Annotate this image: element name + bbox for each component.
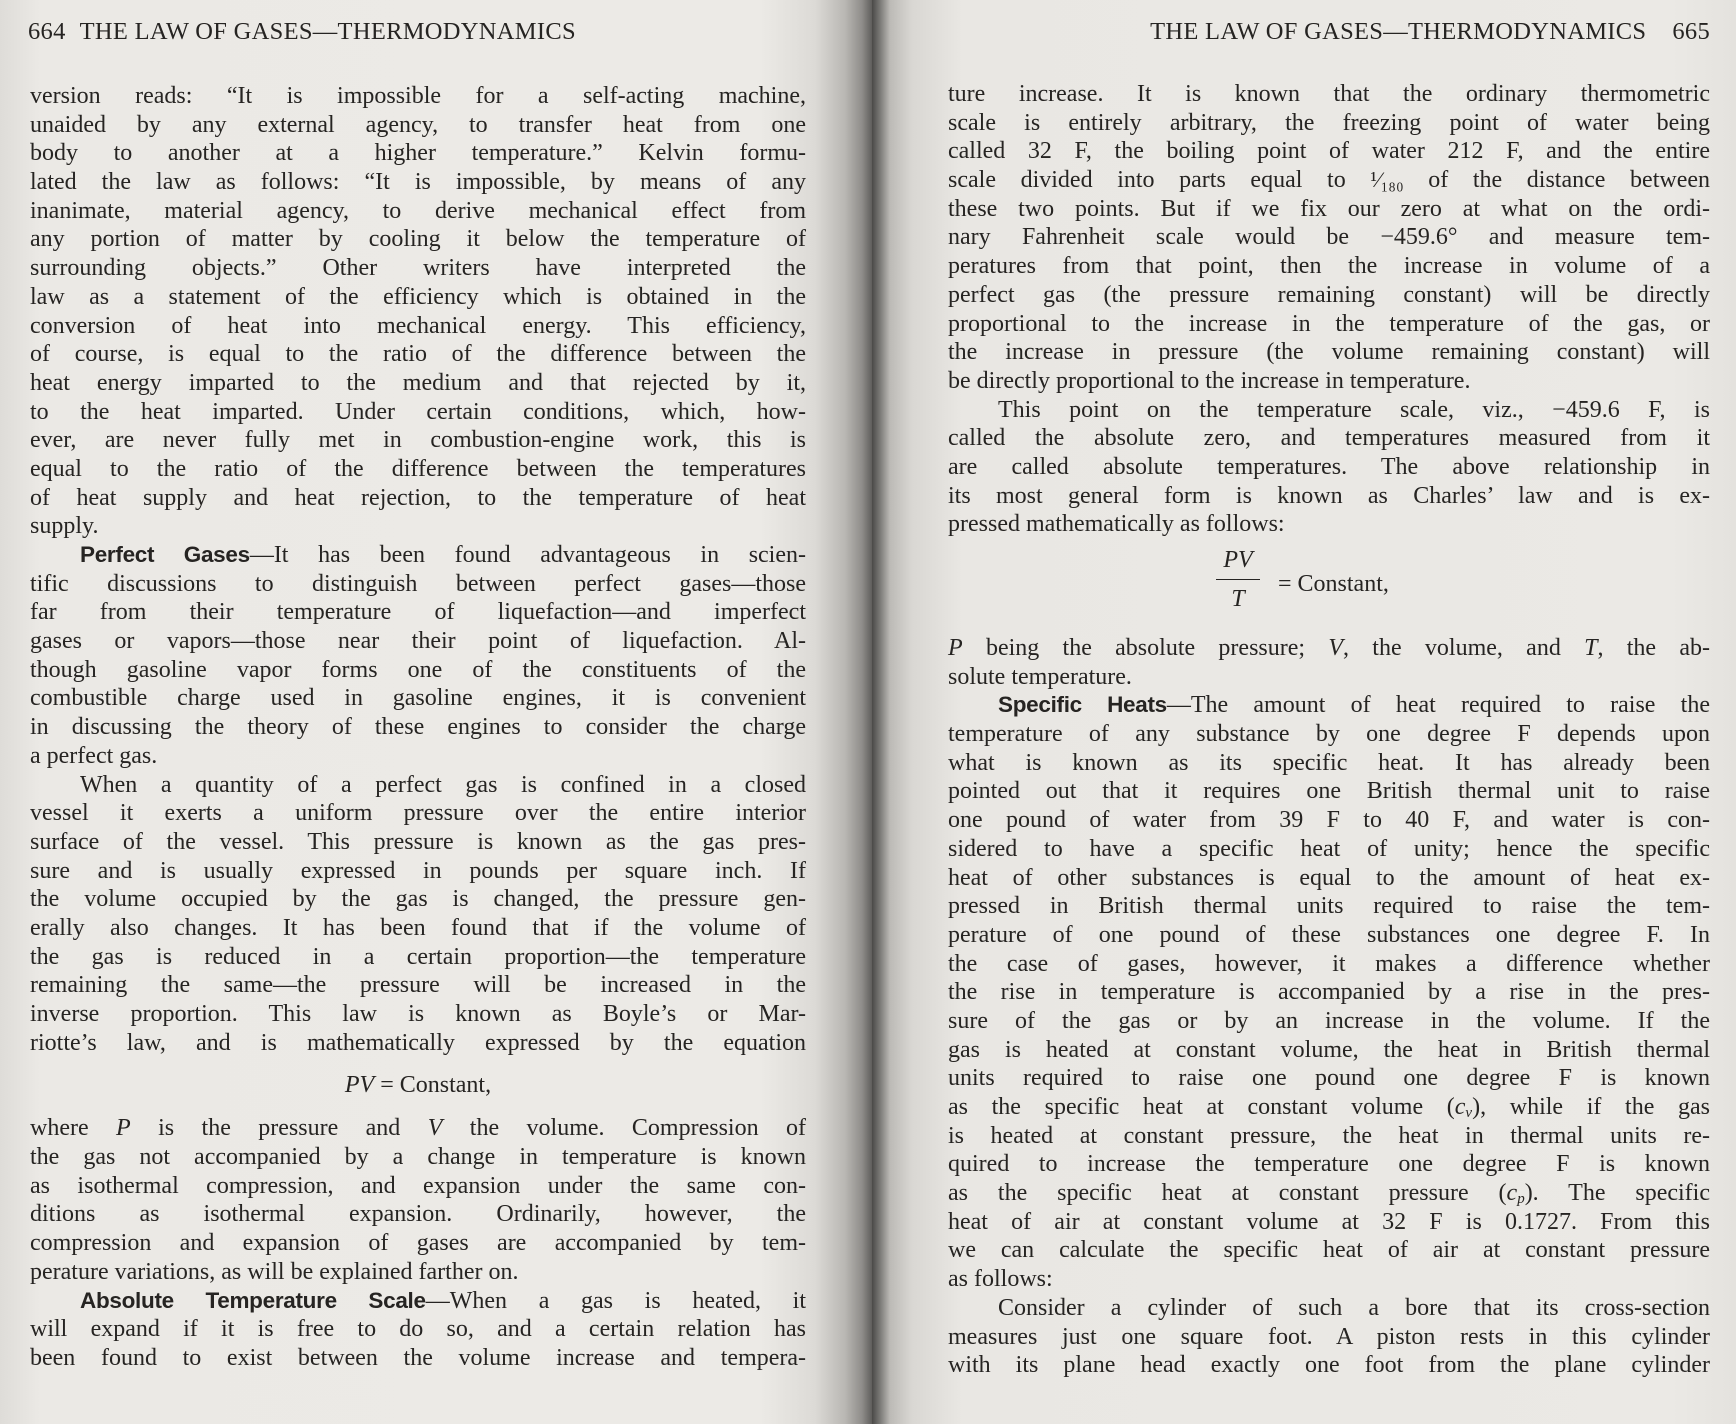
text-line: quired to increase the temperature one degree F is known bbox=[948, 1151, 1710, 1178]
text-run: as the specific heat at constant pressure ( bbox=[948, 1180, 1507, 1207]
text-line: lated the law as follows: “It is impossible, by means of any bbox=[30, 169, 806, 196]
text-line: vessel it exerts a uniform pressure over the entire interior bbox=[30, 800, 806, 827]
equation-charles bbox=[948, 539, 1710, 634]
variable-c: c bbox=[1454, 1094, 1466, 1120]
section-heading-perfect-gases: Perfect Gases bbox=[80, 542, 250, 567]
text-line: equal to the ratio of the difference between the temperatures bbox=[30, 455, 806, 482]
fraction-denominator: T bbox=[1231, 586, 1245, 612]
text-line: these two points. But if we fix our zero at what on the ordi- bbox=[948, 195, 1710, 222]
text-line: the increase in pressure (the volume remaining constant) will bbox=[948, 339, 1710, 366]
subscript-v: v bbox=[1465, 1105, 1473, 1121]
text-run: —When a gas is heated, it bbox=[425, 1287, 806, 1314]
section-specific-heats-first-line bbox=[948, 691, 1710, 720]
text-line: perfect gas (the pressure remaining constant) will be directly bbox=[948, 281, 1710, 308]
text-line: the volume occupied by the gas is changed, the pressure gen- bbox=[30, 886, 806, 913]
running-head-left bbox=[28, 16, 576, 48]
text-line: perature variations, as will be explained farther on. bbox=[30, 1258, 519, 1285]
text-line: heat of other substances is equal to the amount of heat ex- bbox=[948, 864, 1710, 891]
chapter-title-left: THE LAW OF GASES—THERMODYNAMICS bbox=[79, 18, 576, 45]
text-line: in discussing the theory of these engines to consider the charge bbox=[30, 714, 806, 741]
text-line: peratures from that point, then the increase in volume of a bbox=[948, 253, 1710, 280]
text-line: the gas is reduced in a certain proportion—the temperature bbox=[30, 943, 806, 970]
text-line: units required to raise one pound one degree F is known bbox=[948, 1065, 1710, 1092]
text-line: unaided by any external agency, to transfer heat from one bbox=[30, 111, 806, 138]
variable-c: c bbox=[1506, 1180, 1518, 1207]
text-run: ). The specific bbox=[1524, 1180, 1710, 1207]
text-line: perature of one pound of these substances one degree F. In bbox=[948, 921, 1710, 948]
text-line: the rise in temperature is accompanied by a rise in the pres- bbox=[948, 979, 1710, 1006]
text-line: of heat supply and heat rejection, to the temperature of heat bbox=[30, 484, 806, 511]
text-line: of course, is equal to the ratio of the difference between the bbox=[30, 341, 806, 368]
text-line: riotte’s law, and is mathematically expressed by the equation bbox=[30, 1029, 806, 1056]
text-line bbox=[948, 634, 1710, 663]
text-line: been found to exist between the volume increase and tempera- bbox=[30, 1344, 806, 1371]
text-line: heat energy imparted to the medium and that rejected by it, bbox=[30, 369, 806, 396]
equation-rhs: = Constant, bbox=[1278, 571, 1389, 597]
left-page-body bbox=[30, 82, 806, 1373]
text-line: the gas not accompanied by a change in temperature is known bbox=[30, 1144, 806, 1171]
right-page-body bbox=[948, 80, 1710, 1380]
equation-rhs: = Constant, bbox=[374, 1072, 492, 1099]
text-line: measures just one square foot. A piston rests in this cylinder bbox=[948, 1323, 1710, 1350]
text-line: inverse proportion. This law is known as Boyle’s or Mar- bbox=[30, 1001, 806, 1027]
text-run: , the ab- bbox=[1597, 635, 1710, 661]
text-run: scale divided into parts equal to bbox=[948, 167, 1371, 194]
text-line: called 32 F, the boiling point of water 212 F, and the entire bbox=[948, 138, 1710, 165]
text-line: as follows: bbox=[948, 1266, 1053, 1293]
text-line: This point on the temperature scale, viz., −459.6 F, is bbox=[998, 396, 1710, 423]
text-run: where bbox=[30, 1115, 117, 1142]
text-line: pressed mathematically as follows: bbox=[948, 511, 1285, 538]
text-line: pressed in British thermal units required to raise the tem- bbox=[948, 893, 1710, 920]
text-line: combustible charge used in gasoline engines, it is convenient bbox=[30, 685, 806, 712]
text-line: with its plane head exactly one foot from the plane cylinder bbox=[948, 1352, 1710, 1379]
text-line: ture increase. It is known that the ordinary thermometric bbox=[948, 81, 1710, 107]
text-line: erally also changes. It has been found that if the volume of bbox=[30, 914, 806, 941]
text-run: of the distance between bbox=[1403, 167, 1710, 194]
text-line: remaining the same—the pressure will be increased in the bbox=[30, 972, 806, 999]
right-page bbox=[872, 0, 1736, 1424]
text-run: , the volume, and bbox=[1343, 635, 1585, 661]
text-line: proportional to the increase in the temperature of the gas, or bbox=[948, 310, 1710, 337]
text-line: far from their temperature of liquefaction—and imperfect bbox=[30, 599, 806, 626]
text-line: are called absolute temperatures. The above relationship in bbox=[948, 453, 1710, 480]
variable-v: V bbox=[1328, 635, 1344, 661]
section-heading-specific-heats: Specific Heats bbox=[998, 692, 1167, 718]
text-line: Consider a cylinder of such a bore that its cross-section bbox=[998, 1294, 1710, 1321]
text-line: we can calculate the specific heat of air at constant pressure bbox=[948, 1237, 1710, 1264]
text-line: will expand if it is free to do so, and a certain relation has bbox=[30, 1316, 806, 1343]
variable-t: T bbox=[1584, 635, 1598, 661]
text-run: —The amount of heat required to raise the bbox=[1166, 692, 1711, 719]
fraction-one-180: ¹⁄₁₈₀ bbox=[1370, 167, 1404, 193]
fraction-bar bbox=[1216, 579, 1260, 580]
equation-lhs: PV bbox=[344, 1072, 375, 1099]
text-line: as isothermal compression, and expansion under the same con- bbox=[30, 1172, 806, 1199]
text-run: is the pressure and bbox=[130, 1115, 428, 1142]
text-line bbox=[948, 166, 1710, 195]
text-run: as the specific heat at constant volume ( bbox=[948, 1094, 1455, 1120]
text-line: supply. bbox=[30, 513, 99, 540]
text-line: gases or vapors—those near their point of liquefaction. Al- bbox=[30, 628, 806, 655]
text-line: ditions as isothermal expansion. Ordinarily, however, the bbox=[30, 1201, 806, 1228]
text-line bbox=[30, 1114, 806, 1143]
subscript-p: p bbox=[1517, 1191, 1525, 1208]
text-line: law as a statement of the efficiency which is obtained in the bbox=[30, 283, 806, 310]
text-line: inanimate, material agency, to derive mechanical effect from bbox=[30, 197, 806, 224]
text-line: sidered to have a specific heat of unity; hence the specific bbox=[948, 835, 1710, 862]
text-line: to the heat imparted. Under certain conditions, which, how- bbox=[30, 398, 806, 425]
text-line: any portion of matter by cooling it below the temperature of bbox=[30, 226, 806, 253]
text-line: sure of the gas or by an increase in the volume. If the bbox=[948, 1007, 1710, 1034]
text-line: its most general form is known as Charles’ law and is ex- bbox=[948, 482, 1710, 509]
page-number-right: 665 bbox=[1672, 18, 1710, 45]
text-line bbox=[948, 1093, 1710, 1122]
section-absolute-temperature-first-line bbox=[30, 1287, 806, 1316]
text-line: solute temperature. bbox=[948, 663, 1132, 690]
variable-v: V bbox=[427, 1115, 443, 1142]
text-line: compression and expansion of gases are accompanied by tem- bbox=[30, 1230, 806, 1257]
text-line: conversion of heat into mechanical energy. This efficiency, bbox=[30, 312, 806, 339]
text-line: called the absolute zero, and temperatures measured from it bbox=[948, 425, 1710, 452]
text-line: be directly proportional to the increase in temperature. bbox=[948, 367, 1471, 394]
text-line: a perfect gas. bbox=[30, 742, 158, 769]
text-line: version reads: “It is impossible for a self-acting machine, bbox=[30, 83, 806, 109]
fraction-pv-over-t bbox=[1216, 545, 1260, 614]
equation-boyle bbox=[30, 1057, 806, 1114]
text-line bbox=[948, 1179, 1710, 1208]
text-line: gas is heated at constant volume, the heat in British thermal bbox=[948, 1036, 1710, 1063]
text-line: scale is entirely arbitrary, the freezing point of water being bbox=[948, 109, 1710, 136]
variable-p: P bbox=[116, 1115, 131, 1142]
text-line: surrounding objects.” Other writers have interpreted the bbox=[30, 255, 806, 282]
text-line: When a quantity of a perfect gas is confined in a closed bbox=[80, 771, 806, 798]
section-perfect-gases-first-line bbox=[30, 541, 806, 570]
variable-p: P bbox=[948, 635, 963, 661]
text-line: surface of the vessel. This pressure is known as the gas pres- bbox=[30, 828, 806, 855]
text-line: sure and is usually expressed in pounds per square inch. If bbox=[30, 857, 806, 884]
text-line: one pound of water from 39 F to 40 F, and water is con- bbox=[948, 807, 1710, 834]
text-run: —It has been found advantageous in scien- bbox=[249, 542, 806, 568]
text-line: body to another at a higher temperature.” Kelvin formu- bbox=[30, 140, 806, 167]
text-run: being the absolute pressure; bbox=[962, 635, 1329, 661]
chapter-title-right: THE LAW OF GASES—THERMODYNAMICS bbox=[1150, 18, 1647, 45]
text-line: the case of gases, however, it makes a difference whether bbox=[948, 950, 1710, 977]
text-line: what is known as its specific heat. It has already been bbox=[948, 749, 1710, 776]
fraction-numerator: PV bbox=[1223, 547, 1253, 573]
text-line: tific discussions to distinguish between perfect gases—those bbox=[30, 570, 806, 597]
text-line: heat of air at constant volume at 32 F is 0.1727. From this bbox=[948, 1208, 1710, 1235]
text-line: pointed out that it requires one British thermal unit to raise bbox=[948, 778, 1710, 805]
text-line: ever, are never fully met in combustion-engine work, this is bbox=[30, 427, 806, 454]
text-run: the volume. Compression of bbox=[442, 1115, 806, 1142]
text-line: nary Fahrenheit scale would be −459.6° and measure tem- bbox=[948, 224, 1710, 251]
running-head-right bbox=[1150, 16, 1710, 48]
text-line: is heated at constant pressure, the heat in thermal units re- bbox=[948, 1122, 1710, 1149]
page-number-left: 664 bbox=[28, 18, 66, 45]
text-run: ), while if the gas bbox=[1472, 1094, 1710, 1120]
text-line: temperature of any substance by one degree F depends upon bbox=[948, 721, 1710, 748]
section-heading-absolute-temperature-scale: Absolute Temperature Scale bbox=[80, 1287, 426, 1313]
text-line: though gasoline vapor forms one of the constituents of the bbox=[30, 656, 806, 683]
